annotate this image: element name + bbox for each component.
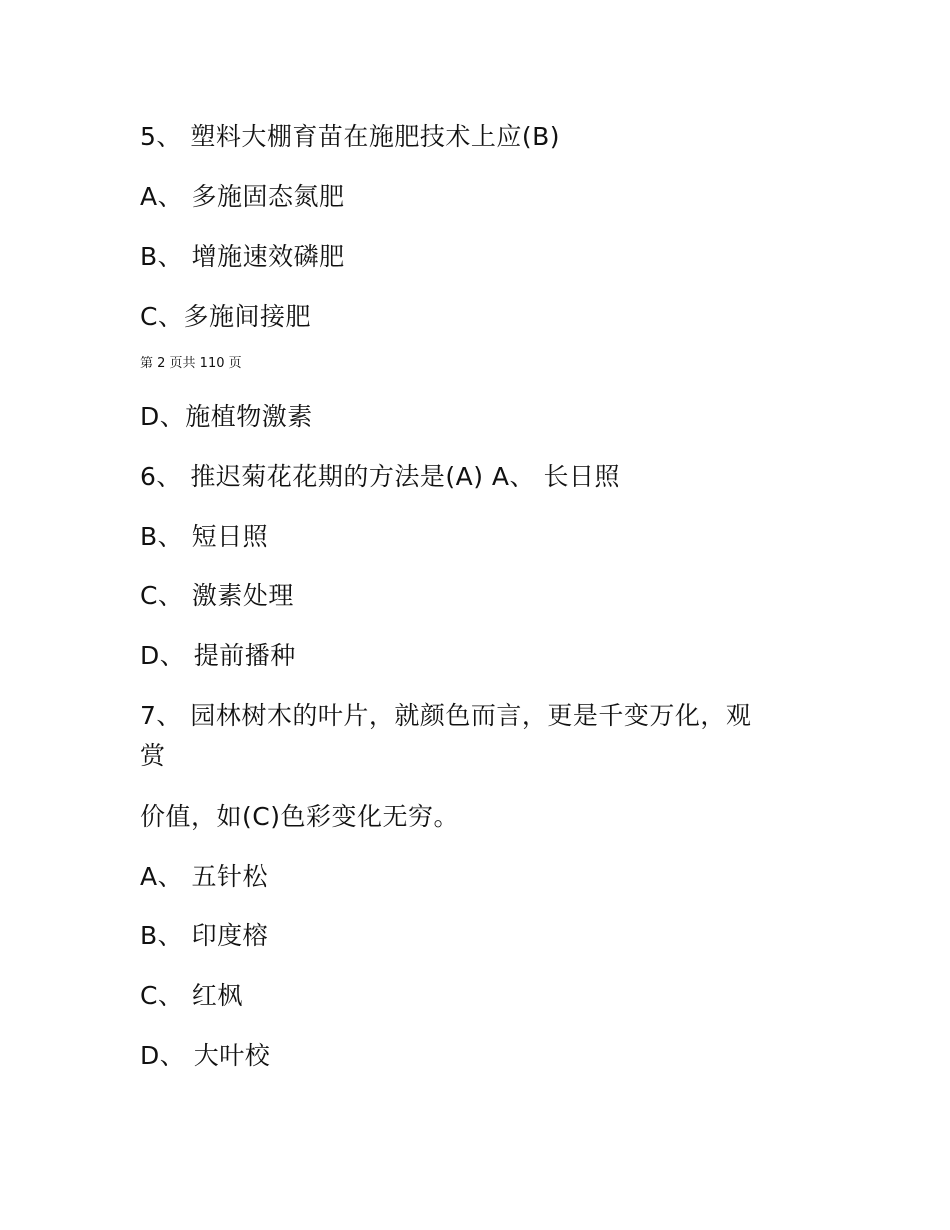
question-6-option-d: D、 提前播种 — [140, 641, 296, 670]
question-6-option-c: C、 激素处理 — [140, 581, 294, 610]
question-7-line-2: 赏 — [140, 741, 166, 770]
question-5-option-d: D、施植物激素 — [140, 402, 313, 431]
question-6: 6、 推迟菊花花期的方法是(A) A、 长日照 — [140, 462, 620, 491]
question-7-option-c: C、 红枫 — [140, 981, 243, 1010]
question-5-option-a: A、 多施固态氮肥 — [140, 182, 345, 211]
page-footer: 第 2 页共 110 页 — [140, 356, 242, 371]
question-5-option-c: C、多施间接肥 — [140, 302, 311, 331]
question-7-line-3: 价值，如(C)色彩变化无穷。 — [140, 802, 459, 831]
question-5-option-b: B、 增施速效磷肥 — [140, 242, 345, 271]
question-7-option-d: D、 大叶校 — [140, 1041, 271, 1070]
question-7-line-1: 7、 园林树木的叶片，就颜色而言，更是千变万化，观 — [140, 701, 752, 730]
question-7-option-a: A、 五针松 — [140, 862, 269, 891]
question-6-option-b: B、 短日照 — [140, 522, 269, 551]
question-7-option-b: B、 印度榕 — [140, 921, 269, 950]
question-5: 5、 塑料大棚育苗在施肥技术上应(B) — [140, 122, 561, 151]
